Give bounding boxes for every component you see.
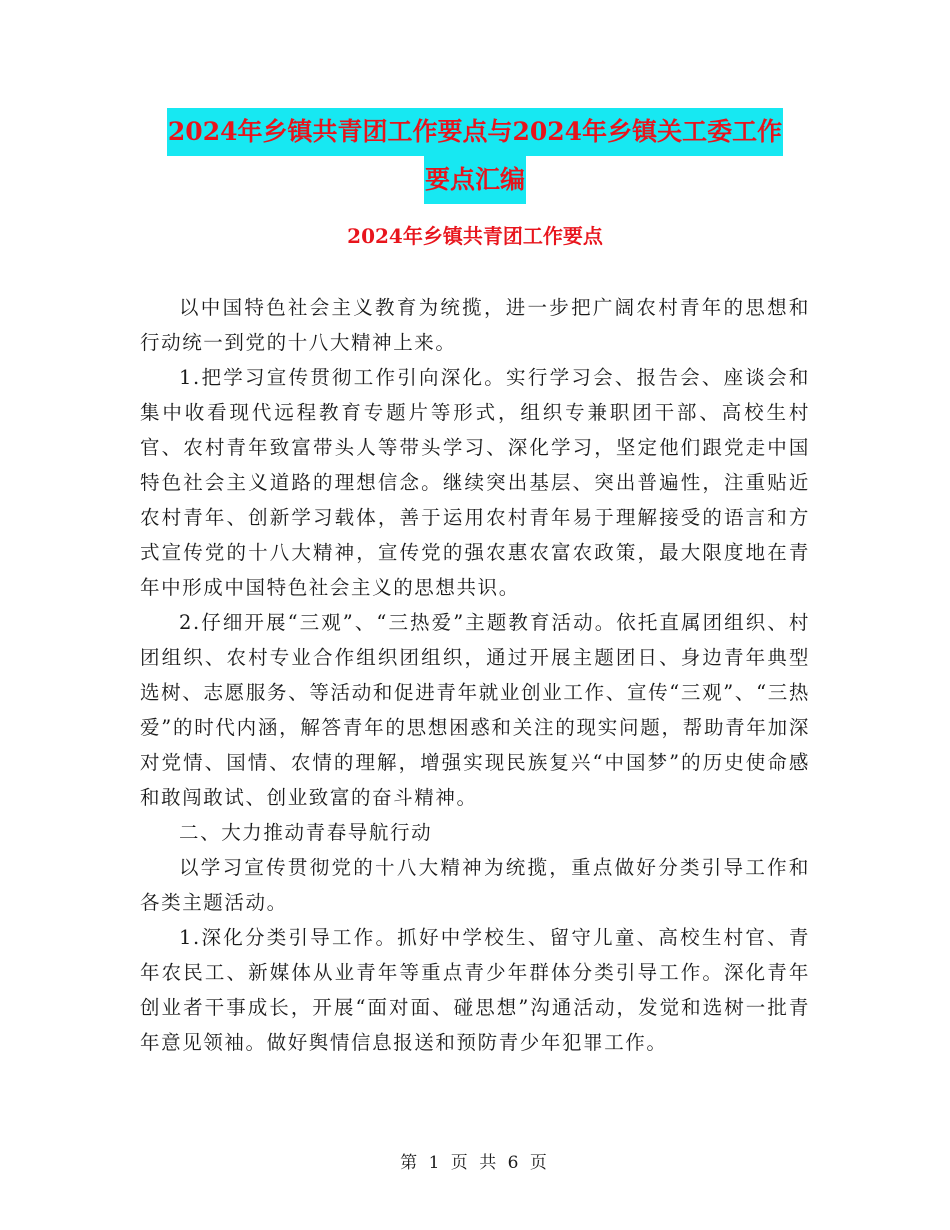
paragraph-section-item-1: 1.深化分类引导工作。抓好中学校生、留守儿童、高校生村官、青年农民工、新媒体从业青年等重点青少年群体分类引导工作。深化青年创业者干事成长，开展“面对面、碰思想”沟通活动，发觉和选树一批青年意见领袖。做好舆情信息报送和预防青少年犯罪工作。	[140, 926, 810, 1054]
paragraph-section-intro: 以学习宣传贯彻党的十八大精神为统揽，重点做好分类引导工作和各类主题活动。	[140, 856, 810, 914]
section-subtitle: 2024年乡镇共青团工作要点	[347, 224, 603, 248]
section-heading: 二、大力推动青春导航行动	[179, 821, 433, 844]
page-footer: 第 1 页 共 6 页	[400, 1153, 550, 1173]
paragraph-item-2: 2.仔细开展“三观”、“三热爱”主题教育活动。依托直属团组织、村团组织、农村专业合作组织团组织，通过开展主题团日、身边青年典型选树、志愿服务、等活动和促进青年就业创业工作、宣传“三观”、“三热爱”的时代内涵，解答青年的思想困惑和关注的现实问题，帮助青年加深对党情、国情、农情的理解，增强实现民族复兴“中国梦”的历史使命感和敢闯敢试、创业致富的奋斗精神。	[140, 611, 810, 809]
paragraph-intro: 以中国特色社会主义教育为统揽，进一步把广阔农村青年的思想和行动统一到党的十八大精神上来。	[140, 296, 810, 354]
title-line-1: 2024年乡镇共青团工作要点与2024年乡镇关工委工作	[167, 108, 783, 156]
paragraph-item-1: 1.把学习宣传贯彻工作引向深化。实行学习会、报告会、座谈会和集中收看现代远程教育专题片等形式，组织专兼职团干部、高校生村官、农村青年致富带头人等带头学习、深化学习，坚定他们跟党走中国特色社会主义道路的理想信念。继续突出基层、突出普遍性，注重贴近农村青年、创新学习载体，善于运用农村青年易于理解接受的语言和方式宣传党的十八大精神，宣传党的强农惠农富农政策，最大限度地在青年中形成中国特色社会主义的思想共识。	[140, 366, 810, 599]
title-line-2: 要点汇编	[424, 156, 526, 204]
document-title	[140, 108, 810, 204]
document-body	[140, 290, 810, 1060]
